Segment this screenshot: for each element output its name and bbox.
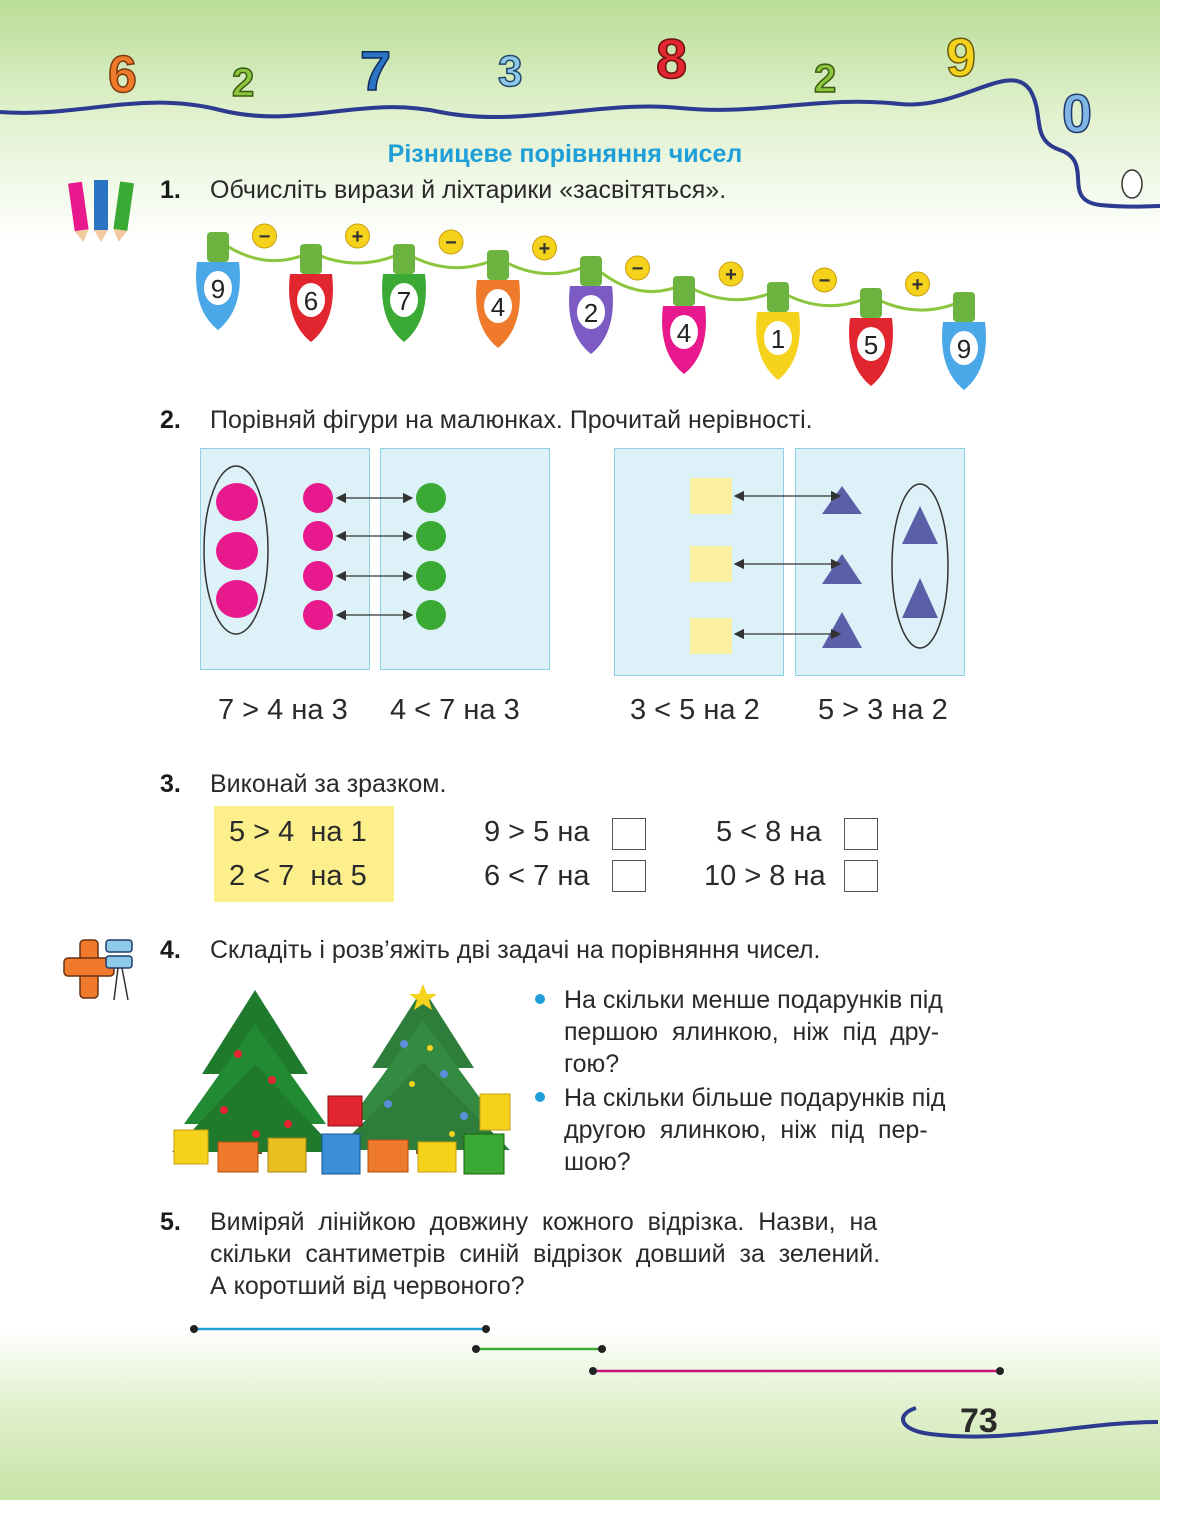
svg-text:0: 0 <box>1062 84 1093 144</box>
task4-number: 4. <box>160 936 181 964</box>
question-line: На скільки менше подарунків під <box>564 986 943 1014</box>
svg-text:+: + <box>911 274 924 296</box>
bulb-number: 2 <box>583 298 599 328</box>
inequality: 7 > 4 на 3 <box>218 694 348 726</box>
task3-text: Виконай за зразком. <box>210 770 447 798</box>
answer-box[interactable] <box>844 818 878 850</box>
sample-line: 2 < 7 на 5 <box>229 860 367 892</box>
bulb-number: 1 <box>770 324 786 354</box>
answer-box[interactable] <box>612 818 646 850</box>
page-number: 73 <box>960 1402 998 1440</box>
task5-number: 5. <box>160 1208 181 1236</box>
page-title: Різницеве порівняння чисел <box>387 140 743 168</box>
bulb-number: 6 <box>303 286 319 316</box>
bulb-number: 7 <box>396 286 412 316</box>
svg-text:−: − <box>258 226 271 248</box>
task1-number: 1. <box>160 176 181 204</box>
task3-number: 3. <box>160 770 181 798</box>
svg-text:+: + <box>538 238 551 260</box>
sample-line: 5 > 4 на 1 <box>229 816 367 848</box>
svg-text:3: 3 <box>498 47 523 96</box>
svg-text:2: 2 <box>814 57 837 101</box>
exercise: 9 > 5 на <box>484 816 590 848</box>
exercise: 10 > 8 на <box>704 860 826 892</box>
task5-line: А коротший від червоного? <box>210 1272 525 1300</box>
operation-sign <box>346 224 370 248</box>
operation-sign <box>533 236 557 260</box>
svg-text:8: 8 <box>656 27 688 90</box>
svg-text:6: 6 <box>108 46 137 104</box>
bullet-dot <box>535 1092 545 1102</box>
task2-text: Порівняй фігури на малюнках. Прочитай нерівності. <box>210 406 813 434</box>
answer-box[interactable] <box>844 860 878 892</box>
plus-character-icon <box>60 934 140 1010</box>
question-line: другою ялинкою, ніж під пер- <box>564 1116 928 1144</box>
operation-sign <box>439 230 463 254</box>
exercise: 5 < 8 на <box>716 816 822 848</box>
task1-text: Обчисліть вирази й ліхтарики «засвітяться». <box>210 176 727 204</box>
inequality: 4 < 7 на 3 <box>390 694 520 726</box>
inequality: 3 < 5 на 2 <box>630 694 760 726</box>
svg-text:9: 9 <box>946 28 977 88</box>
task5-line: Виміряй лінійкою довжину кожного відрізка. Назви, на <box>210 1208 878 1236</box>
task4-text: Складіть і розв’яжіть дві задачі на порівняння чисел. <box>210 936 821 964</box>
squares-triangles <box>690 478 948 654</box>
footer-wave <box>890 1400 1160 1460</box>
operation-sign <box>719 262 743 286</box>
svg-text:−: − <box>631 258 644 280</box>
garland <box>180 220 1010 395</box>
svg-text:+: + <box>725 264 737 286</box>
bulb-number: 5 <box>863 330 879 360</box>
operation-sign <box>626 256 650 280</box>
task5-line: скільки сантиметрів синій відрізок довший за зелений. <box>210 1240 881 1268</box>
operation-sign <box>813 268 837 292</box>
question-line: шою? <box>564 1148 631 1176</box>
svg-text:2: 2 <box>232 61 255 105</box>
magenta-circle <box>216 532 258 570</box>
bullet-dot <box>535 994 545 1004</box>
question-line: На скільки більше подарунків під <box>564 1084 946 1112</box>
question-line: першою ялинкою, ніж під дру- <box>564 1018 940 1046</box>
bulb-number: 9 <box>210 274 226 304</box>
inequality: 5 > 3 на 2 <box>818 694 948 726</box>
magenta-circle <box>216 580 258 618</box>
svg-text:−: − <box>818 270 831 292</box>
magenta-circle <box>216 483 258 521</box>
exercise: 6 < 7 на <box>484 860 590 892</box>
svg-text:+: + <box>351 226 364 248</box>
comparison-figures <box>200 448 970 678</box>
operation-sign <box>906 272 930 296</box>
svg-text:−: − <box>445 232 457 254</box>
svg-text:7: 7 <box>360 39 392 102</box>
page-margin <box>1160 0 1190 1530</box>
christmas-trees-image <box>168 984 528 1180</box>
segments <box>180 1315 1020 1385</box>
pencils-icon <box>62 176 142 246</box>
page-margin <box>0 1500 1190 1530</box>
bulb-number: 4 <box>676 318 692 348</box>
number-characters-icon <box>108 27 1142 198</box>
bulb-number: 9 <box>956 334 972 364</box>
answer-box[interactable] <box>612 860 646 892</box>
paired-rows <box>303 483 446 630</box>
bulb-number: 4 <box>490 292 506 322</box>
bulb <box>196 232 240 330</box>
question-line: гою? <box>564 1050 620 1078</box>
task2-number: 2. <box>160 406 181 434</box>
operation-sign <box>253 224 277 248</box>
